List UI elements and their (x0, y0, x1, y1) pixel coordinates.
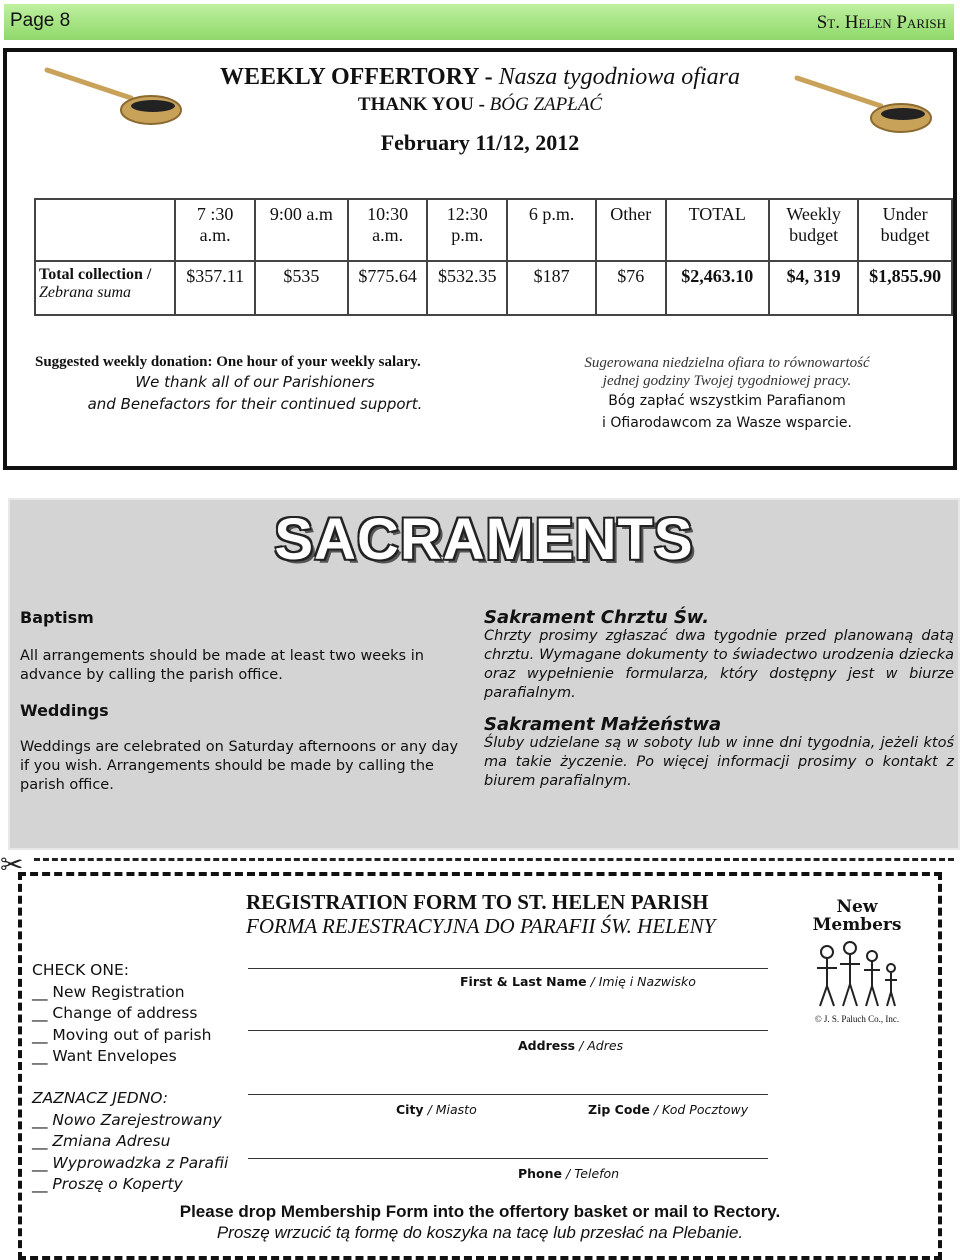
table-cell: $532.35 (427, 261, 507, 315)
thanks-line: We thank all of our Parishioners (135, 373, 375, 391)
registration-title-en: REGISTRATION FORM TO ST. HELEN PARISH (246, 890, 709, 914)
table-cell: $4, 319 (769, 261, 858, 315)
table-header-cell: 7 :30 a.m. (175, 199, 255, 261)
check-heading: CHECK ONE: (32, 961, 129, 979)
offertory-table (34, 198, 953, 316)
check-option[interactable]: __ Proszę o Koperty (32, 1175, 183, 1193)
table-header-cell: Under budget (858, 199, 952, 261)
table-cell: $76 (596, 261, 665, 315)
check-option[interactable]: __ Moving out of parish (32, 1025, 212, 1044)
suggested-text: jednej godziny Twojej tygodniowej pracy. (602, 373, 852, 389)
wedding-pl-heading: Sakrament Małżeństwa (484, 714, 722, 735)
wedding-pl-text: Śluby udzielane są w soboty lub w inne dni tygodnia, jeżeli ktoś ma takie życzenie. Po więcej informacji prosimy o kontakt z biurem parafialnym. (484, 735, 954, 789)
check-option[interactable]: __ Wyprowadzka z Parafii (32, 1153, 229, 1172)
thanks-line: Bóg zapłać wszystkim Parafianom (608, 393, 846, 409)
baptism-text: All arrangements should be made at least two weeks in advance by calling the parish office. (20, 648, 424, 683)
sacraments-en (20, 608, 460, 795)
suggested-donation-pl (527, 354, 927, 434)
table-header-cell: 10:30 a.m. (348, 199, 428, 261)
offertory-section (3, 48, 957, 470)
sacraments-title (10, 506, 958, 573)
address-label: Address / Adres (518, 1038, 624, 1053)
form-footer-pl: Proszę wrzucić tą formę do koszyka na tacę lub przesłać na Plebanie. (216, 1223, 744, 1242)
offertory-thanks: THANK YOU - BÓG ZAPŁAĆ (357, 94, 603, 115)
offertory-title: WEEKLY OFFERTORY - Nasza tygodniowa ofiara (220, 64, 740, 90)
people-group-icon (812, 938, 902, 1012)
check-option[interactable]: __ Want Envelopes (32, 1047, 177, 1065)
phone-field[interactable] (248, 1158, 768, 1159)
check-one-list (32, 960, 211, 1068)
baptism-pl-text: Chrzty prosimy zgłaszać dwa tygodnie przed planowaną datą chrztu. Wymagane dokumenty to świadectwo urodzenia dziecka oraz wypełnienie formularza, który dostępny jest w biurze parafialnym. (484, 628, 954, 701)
name-field[interactable] (248, 968, 768, 969)
check-option[interactable]: __ Change of address (32, 1004, 198, 1022)
page-header (4, 4, 954, 40)
logo-text: New Members (812, 897, 902, 935)
address-field[interactable] (248, 1030, 768, 1031)
form-footer-en: Please drop Membership Form into the offertory basket or mail to Rectory. (179, 1202, 781, 1221)
table-header-cell: 9:00 a.m (255, 199, 348, 261)
check-option[interactable]: __ New Registration (32, 982, 185, 1001)
table-header-cell: Weekly budget (769, 199, 858, 261)
sacraments-section (8, 498, 960, 850)
thanks-line: i Ofiarodawcom za Wasze wsparcie. (602, 415, 852, 431)
weddings-heading: Weddings (20, 701, 109, 720)
table-cell: $2,463.10 (666, 261, 769, 315)
table-header-cell: TOTAL (666, 199, 769, 261)
parish-name: St. Helen Parish (816, 12, 946, 33)
cut-line (34, 858, 954, 861)
table-row (35, 261, 952, 315)
suggested-text: Sugerowana niedzielna ofiara to równowartość (584, 355, 870, 371)
suggested-text: Suggested weekly donation: One hour of your weekly salary. (35, 354, 421, 370)
new-members-logo-icon (802, 894, 912, 1026)
check-option[interactable]: __ Zmiana Adresu (32, 1132, 171, 1150)
registration-title-pl: FORMA REJESTRACYJNA DO PARAFII ŚW. HELENY (246, 914, 716, 938)
check-one-list-pl (32, 1088, 228, 1196)
thanks-line: and Benefactors for their continued support. (87, 395, 423, 413)
page-number: Page 8 (10, 10, 71, 31)
table-cell: $187 (507, 261, 596, 315)
baptism-pl-heading: Sakrament Chrztu Św. (484, 607, 710, 628)
city-zip-field[interactable] (248, 1094, 768, 1095)
logo-copyright: © J. S. Paluch Co., Inc. (814, 1014, 900, 1024)
offertory-date: February 11/12, 2012 (380, 130, 580, 155)
zip-label: Zip Code / Kod Pocztowy (588, 1102, 749, 1117)
table-cell: $1,855.90 (858, 261, 952, 315)
weddings-text: Weddings are celebrated on Saturday afternoons or any day if you wish. Arrangements should be made by calling the parish office. (20, 739, 459, 793)
suggested-donation-en (35, 354, 475, 415)
table-cell: $357.11 (175, 261, 255, 315)
sacraments-title-text: SACRAMENTS (274, 507, 694, 572)
sacraments-pl (484, 608, 954, 791)
table-cell: $535 (255, 261, 348, 315)
row-label: Total collection / Zebrana suma (35, 261, 175, 315)
check-heading: ZAZNACZ JEDNO: (32, 1089, 169, 1107)
phone-label: Phone / Telefon (518, 1166, 620, 1181)
table-header-cell: Other (596, 199, 665, 261)
scissors-icon: ✂ (0, 850, 24, 881)
table-cell (35, 199, 175, 261)
city-label: City / Miasto (396, 1102, 477, 1117)
table-cell: $775.64 (348, 261, 428, 315)
table-header-cell: 12:30 p.m. (427, 199, 507, 261)
name-label: First & Last Name / Imię i Nazwisko (460, 974, 696, 989)
baptism-heading: Baptism (20, 608, 94, 627)
registration-form (18, 872, 942, 1260)
table-header-cell: 6 p.m. (507, 199, 596, 261)
check-option[interactable]: __ Nowo Zarejestrowany (32, 1110, 222, 1129)
table-header-row (35, 199, 952, 261)
